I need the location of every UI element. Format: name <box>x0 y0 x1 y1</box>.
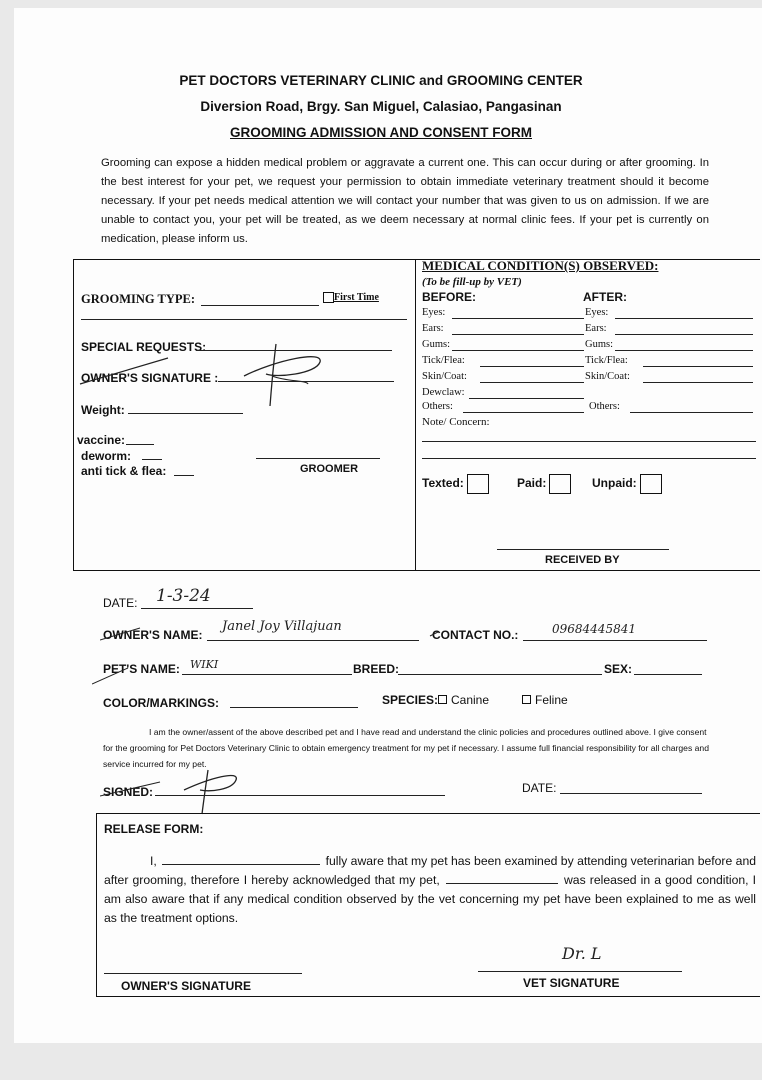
release-pet-field[interactable] <box>446 872 558 884</box>
weight-label: Weight: <box>81 403 125 417</box>
release-text-3: was released in a good condition, I am also aware that if any medical condition observed by the vet concerning my pet have been explained to me as well as the treatment options. <box>104 873 757 925</box>
before-item: Others: <box>422 401 453 412</box>
release-owner-signature-label: OWNER'S SIGNATURE <box>121 979 251 993</box>
checkbox-icon <box>438 695 447 704</box>
checkbox-icon <box>549 474 571 494</box>
note-field-1[interactable] <box>422 441 756 442</box>
contact-label: CONTACT NO.: <box>432 628 519 642</box>
pet-name-field[interactable] <box>182 674 352 675</box>
checkbox-icon <box>323 292 334 303</box>
before-item: Tick/Flea: <box>422 355 465 366</box>
release-owner-field[interactable] <box>162 853 320 865</box>
contact-value: 09684445841 <box>552 622 636 636</box>
before-field[interactable] <box>480 366 584 367</box>
vet-signature-field[interactable] <box>478 971 682 972</box>
before-item: Dewclaw: <box>422 387 465 398</box>
after-field[interactable] <box>643 382 753 383</box>
before-field[interactable] <box>469 398 584 399</box>
paid-label: Paid: <box>517 476 547 491</box>
release-text-2: fully aware that my pet has been examined by attending veterinarian before and after grooming, therefore I hereby acknowledged that my pet, <box>104 854 756 887</box>
special-requests-label: SPECIAL REQUESTS: <box>81 340 207 354</box>
grooming-type-label: GROOMING TYPE: <box>81 292 196 306</box>
sex-field[interactable] <box>634 674 702 675</box>
anti-tick-field[interactable] <box>174 475 194 476</box>
canine-option[interactable] <box>438 693 489 707</box>
owner-signature-label: OWNER'S SIGNATURE : <box>81 371 219 385</box>
texted-label: Texted: <box>422 476 464 491</box>
weight-field[interactable] <box>128 413 243 414</box>
release-title: RELEASE FORM: <box>104 822 204 836</box>
pet-name-label: PET'S NAME: <box>103 662 180 676</box>
after-item: Ears: <box>585 323 607 334</box>
after-item: Eyes: <box>585 307 609 318</box>
owner-name-label: OWNER'S NAME: <box>103 628 203 642</box>
signed-date-field[interactable] <box>560 793 702 794</box>
medical-title: MEDICAL CONDITION(S) OBSERVED: <box>422 258 659 273</box>
before-field[interactable] <box>463 412 584 413</box>
medical-subtitle: (To be fill-up by VET) <box>422 276 522 288</box>
signed-label: SIGNED: <box>103 785 154 799</box>
before-item: Ears: <box>422 323 444 334</box>
paid-checkbox[interactable] <box>517 474 571 494</box>
after-field[interactable] <box>643 366 753 367</box>
date-value: 1-3-24 <box>156 586 211 606</box>
groomer-signature-field[interactable] <box>256 458 380 459</box>
checkbox-icon <box>467 474 489 494</box>
canine-label: Canine <box>451 693 490 707</box>
received-by-label: RECEIVED BY <box>545 554 620 566</box>
vaccine-label: vaccine: <box>77 433 126 447</box>
checkbox-icon <box>522 695 531 704</box>
before-field[interactable] <box>452 318 584 319</box>
consent-paragraph: I am the owner/assent of the above described pet and I have read and understand the clinic policies and procedures outlined above. I give consent for the grooming for Pet Doctors Veterinary Clinic to obtain emergency treatment for my pet if necessary. I assume full financial responsibility for all charges and service incurred for my pet. <box>103 727 709 769</box>
color-field[interactable] <box>230 707 358 708</box>
owner-name-value: Janel Joy Villajuan <box>222 619 342 634</box>
clinic-name: PET DOCTORS VETERINARY CLINIC and GROOMING CENTER <box>179 73 583 88</box>
after-item: Tick/Flea: <box>585 355 628 366</box>
signed-date-label: DATE: <box>522 781 557 795</box>
vet-signature-label: VET SIGNATURE <box>523 976 620 990</box>
clinic-address: Diversion Road, Brgy. San Miguel, Calasiao, Pangasinan <box>200 99 562 114</box>
note-field-2[interactable] <box>422 458 756 459</box>
sex-label: SEX: <box>604 662 633 676</box>
breed-label: BREED: <box>353 662 400 676</box>
anti-tick-label: anti tick & flea: <box>81 464 167 478</box>
after-item: Gums: <box>585 339 614 350</box>
feline-option[interactable] <box>522 693 568 707</box>
date-label: DATE: <box>103 596 138 610</box>
strike-marks <box>100 620 440 650</box>
texted-checkbox[interactable] <box>422 474 489 494</box>
section-divider <box>415 259 416 570</box>
before-header: BEFORE: <box>422 290 476 304</box>
after-item: Skin/Coat: <box>585 371 630 382</box>
release-paragraph <box>104 852 756 928</box>
after-item: Others: <box>589 401 620 412</box>
before-field[interactable] <box>480 382 584 383</box>
pet-name-value: WIKI <box>190 658 219 671</box>
date-field[interactable] <box>141 608 253 609</box>
feline-label: Feline <box>535 693 568 707</box>
vaccine-field[interactable] <box>126 444 154 445</box>
species-label: SPECIES: <box>382 693 439 707</box>
after-field[interactable] <box>615 334 753 335</box>
checkbox-icon <box>640 474 662 494</box>
after-header: AFTER: <box>583 290 627 304</box>
before-item: Eyes: <box>422 307 446 318</box>
unpaid-checkbox[interactable] <box>592 474 662 494</box>
before-item: Skin/Coat: <box>422 371 467 382</box>
contact-field[interactable] <box>523 640 707 641</box>
deworm-label: deworm: <box>81 449 132 463</box>
form-title: GROOMING ADMISSION AND CONSENT FORM <box>230 125 532 140</box>
vet-handwriting: Dr. L <box>562 944 602 963</box>
after-field[interactable] <box>615 318 753 319</box>
grooming-type-field-2[interactable] <box>81 319 407 320</box>
intro-paragraph: Grooming can expose a hidden medical problem or aggravate a current one. This can occur during or after grooming. In the best interest for your pet, we request your permission to obtain immediate veterinary treatment should it become necessary. If your pet needs medical attention we will contact your number that was given to us on admission. If we are unable to contact you, your pet will be treated, as we deem necessary at normal clinic fees. If your pet is currently on medication, please inform us. <box>101 157 709 245</box>
release-text-1: I, <box>150 854 157 868</box>
before-field[interactable] <box>452 334 584 335</box>
note-label: Note/ Concern: <box>422 416 490 428</box>
after-field[interactable] <box>615 350 753 351</box>
received-by-field[interactable] <box>497 549 669 550</box>
color-label: COLOR/MARKINGS: <box>103 696 219 710</box>
after-field[interactable] <box>630 412 753 413</box>
strike-mark <box>92 664 132 688</box>
grooming-type-field[interactable] <box>201 305 319 306</box>
first-time-checkbox[interactable] <box>323 292 379 303</box>
unpaid-label: Unpaid: <box>592 476 637 491</box>
groomer-label: GROOMER <box>300 463 359 475</box>
owner-signature-scribble <box>76 340 336 410</box>
release-owner-signature-field[interactable] <box>104 973 302 974</box>
before-field[interactable] <box>452 350 584 351</box>
deworm-field[interactable] <box>142 459 162 460</box>
signed-signature-scribble <box>100 760 260 816</box>
before-item: Gums: <box>422 339 451 350</box>
breed-field[interactable] <box>398 674 602 675</box>
first-time-label: First Time <box>334 292 379 304</box>
